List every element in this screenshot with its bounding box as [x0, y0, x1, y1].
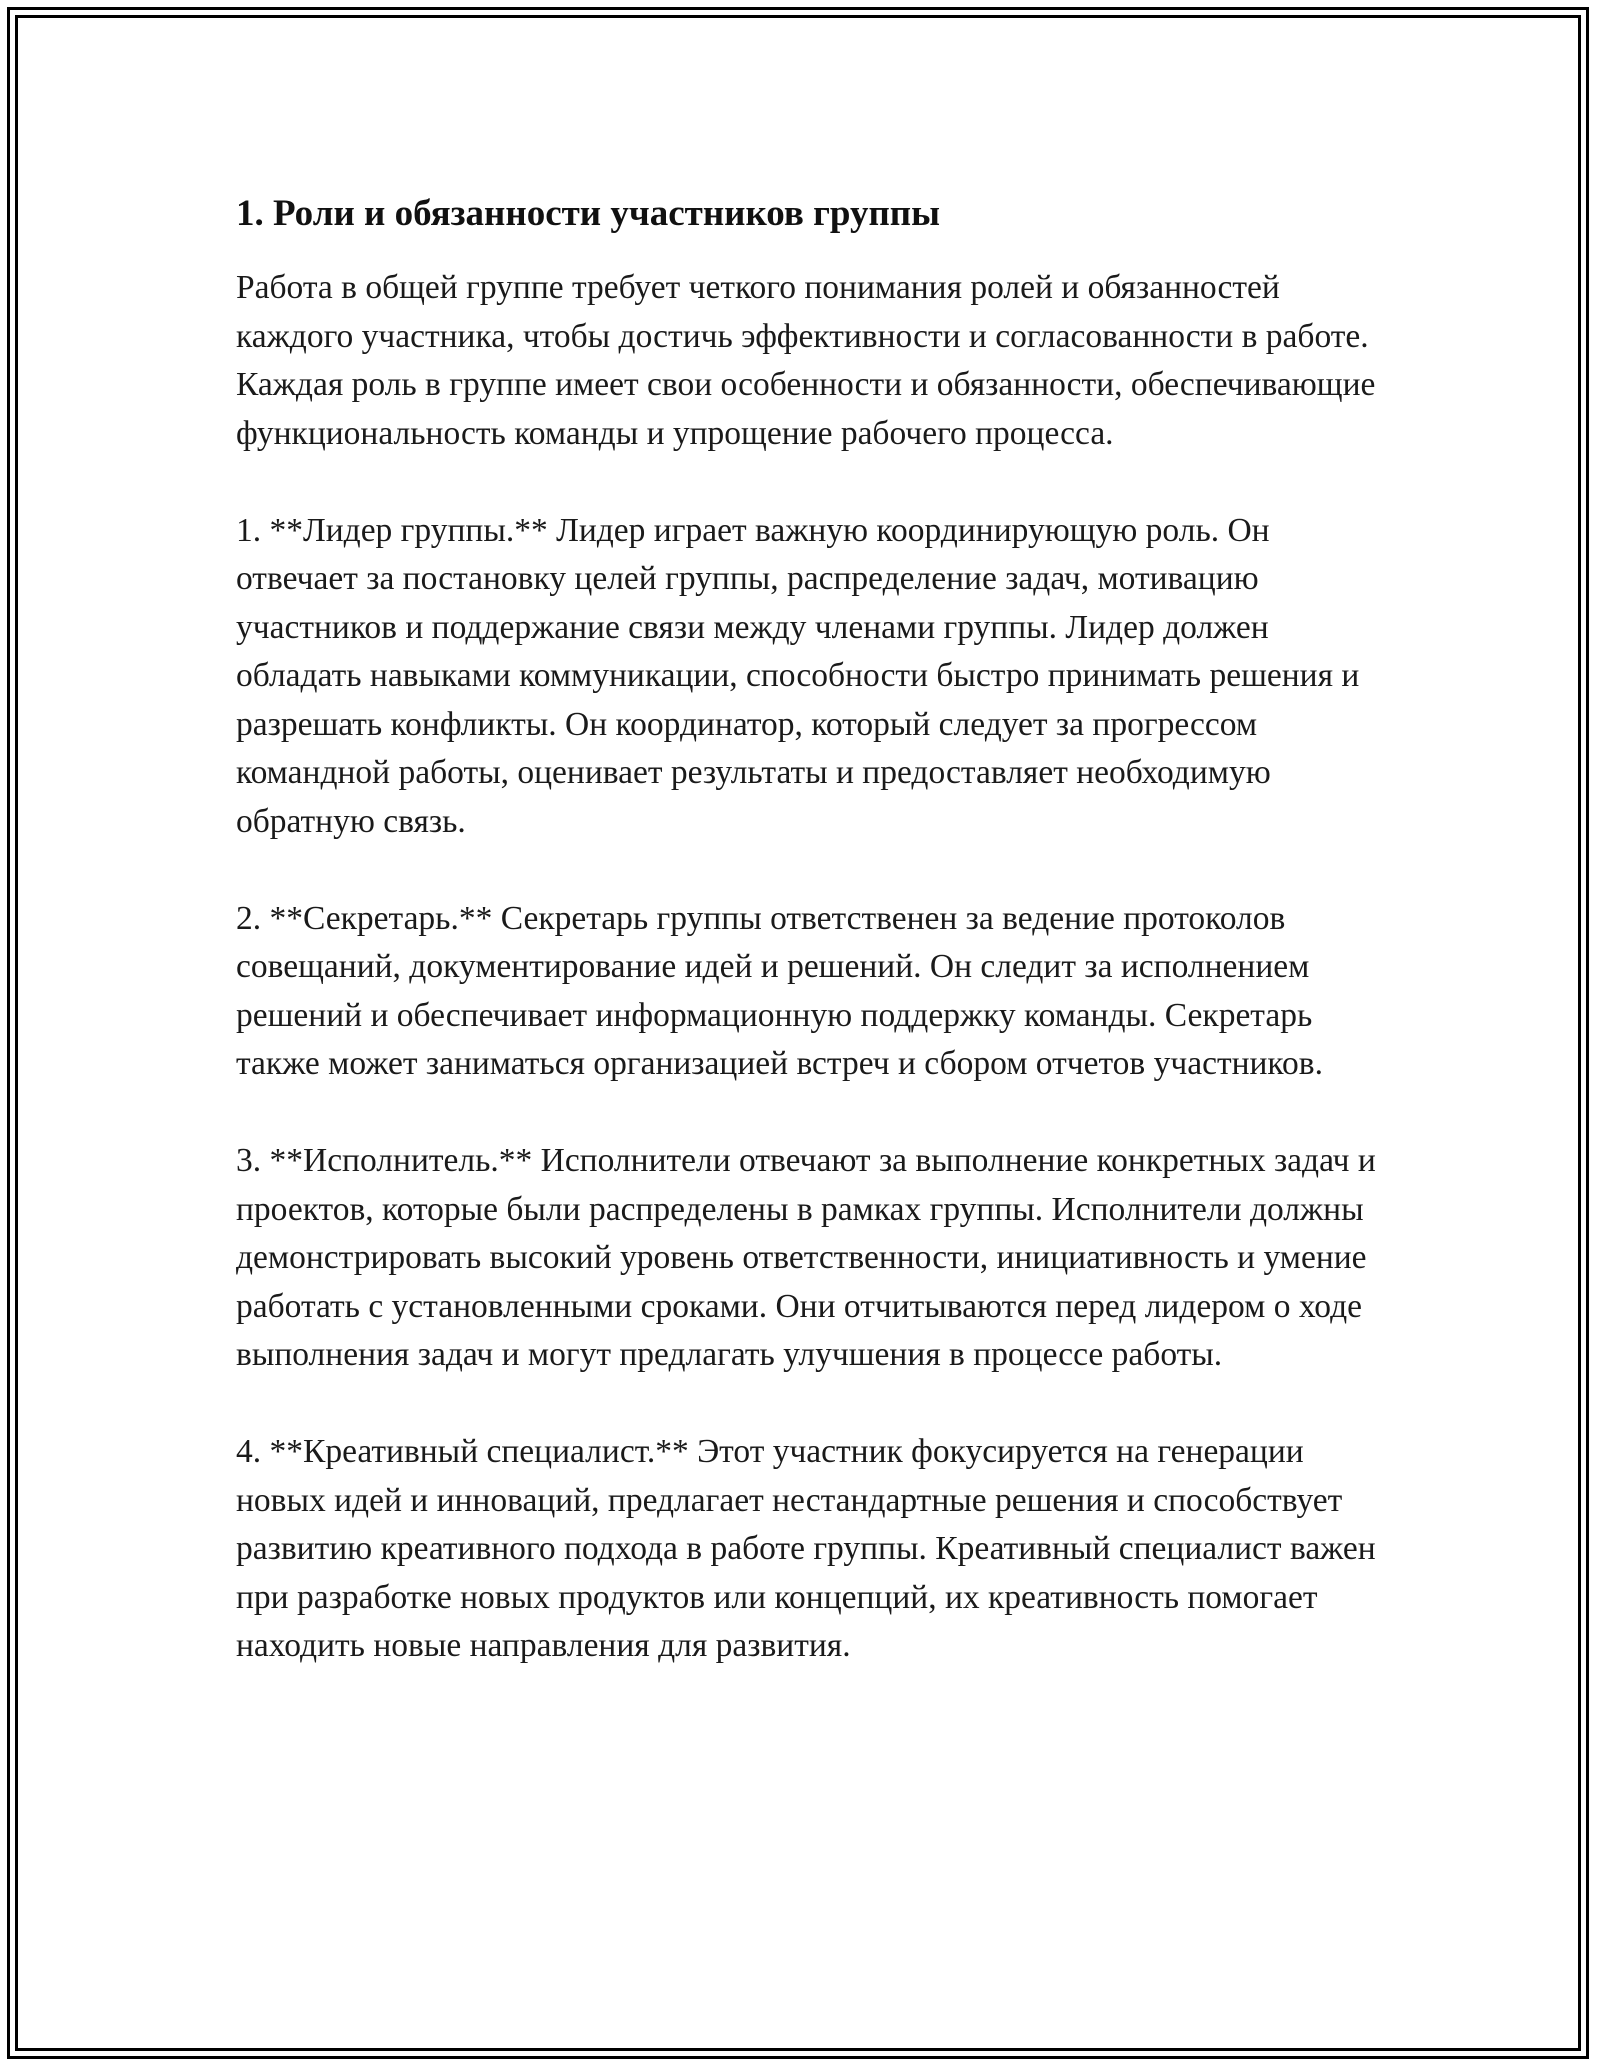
paragraph-executor: 3. **Исполнитель.** Исполнители отвечают за выполнение конкретных задач и проектов, которые были распределены в рамках группы. Исполнители должны демонстрировать высокий уровень ответственности, инициативность и умение работать с установленными сроками. Они отчитываются перед лидером о ходе выполнения задач и могут предлагать улучшения в процессе работы.	[236, 1142, 1376, 1373]
paragraph-creative: 4. **Креативный специалист.** Этот участник фокусируется на генерации новых идей и инноваций, предлагает нестандартные решения и способствует развитию креативного подхода в работе группы. Креативный специалист важен при разработке новых продуктов или концепций, их креативность помогает находить новые направления для развития.	[236, 1433, 1376, 1664]
section-heading: 1. Роли и обязанности участников группы	[236, 193, 941, 234]
intro-paragraph: Работа в общей группе требует четкого понимания ролей и обязанностей каждого участника, чтобы достичь эффективности и согласованности в работе. Каждая роль в группе имеет свои особенности и обязанности, обеспечивающие функциональность команды и упрощение рабочего процесса.	[236, 269, 1376, 452]
document-body	[236, 190, 1396, 1719]
paragraph-secretary: 2. **Секретарь.** Секретарь группы ответственен за ведение протоколов совещаний, документирование идей и решений. Он следит за исполнением решений и обеспечивает информационную поддержку команды. Секретарь также может заниматься организацией встреч и сбором отчетов участников.	[236, 899, 1323, 1082]
paragraph-leader: 1. **Лидер группы.** Лидер играет важную координирующую роль. Он отвечает за постановку целей группы, распределение задач, мотивацию участников и поддержание связи между членами группы. Лидер должен обладать навыками коммуникации, способности быстро принимать решения и разрешать конфликты. Он координатор, который следует за прогрессом командной работы, оценивает результаты и предоставляет необходимую обратную связь.	[236, 511, 1360, 840]
